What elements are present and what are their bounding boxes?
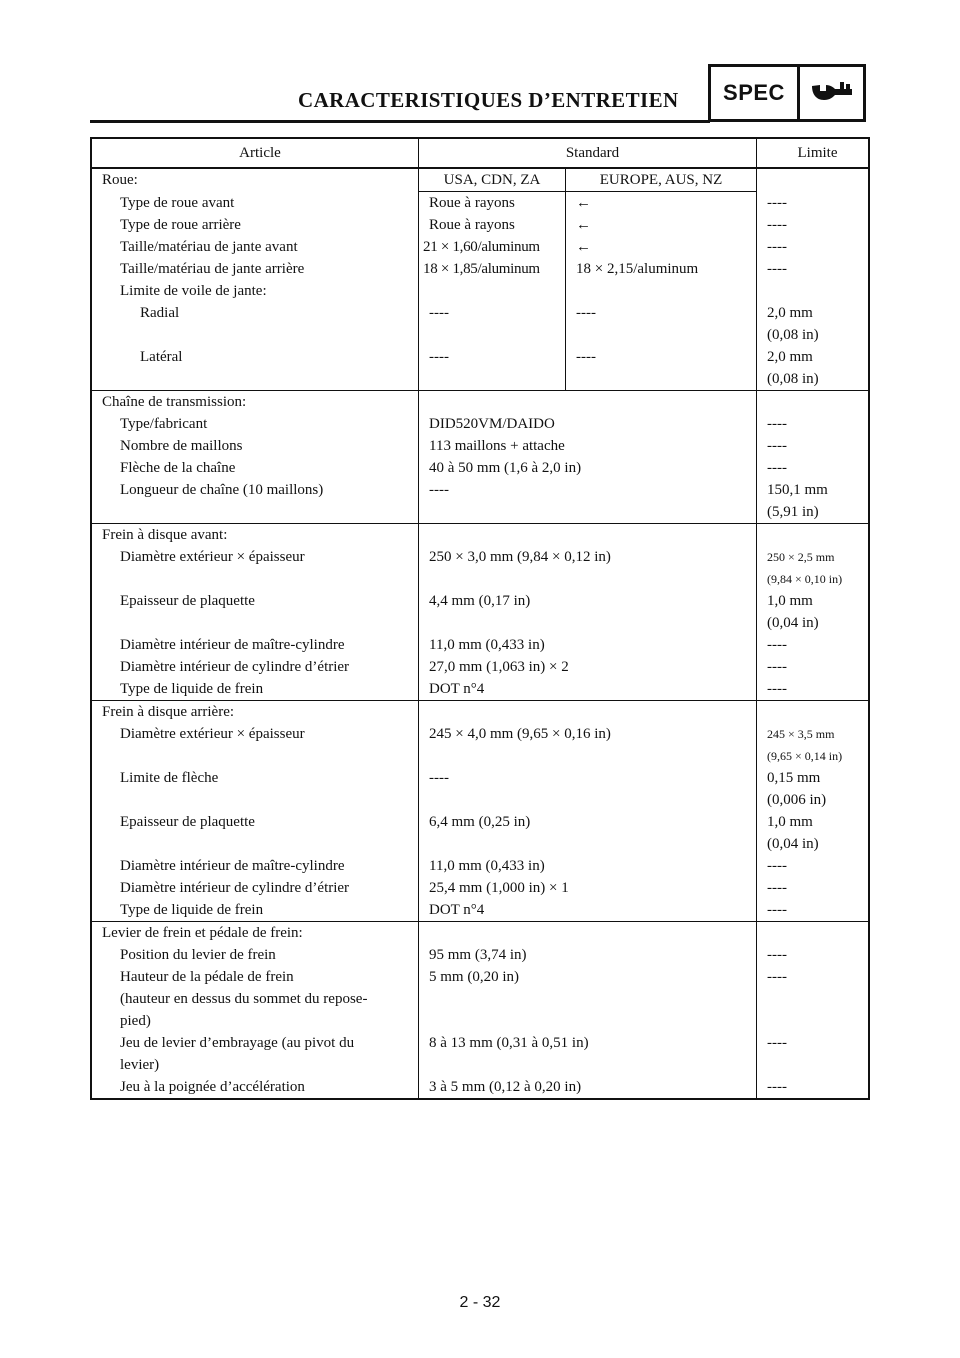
row-item: Epaisseur de plaquette: [120, 814, 255, 830]
table-row: [91, 457, 869, 479]
row-item: Type de liquide de frein: [120, 902, 264, 918]
row-value: 27,0 mm (1,063 in) × 2: [419, 656, 757, 678]
row-value: 40 à 50 mm (1,6 à 2,0 in): [419, 457, 757, 479]
row-value: 4,4 mm (0,17 in): [419, 590, 757, 634]
row-item: Epaisseur de plaquette: [120, 593, 255, 609]
table-row: [91, 922, 869, 945]
region-europe: EUROPE, AUS, NZ: [566, 168, 757, 192]
row-item: Jeu à la poignée d’accélération: [120, 1079, 305, 1095]
section-label-chain: Chaîne de transmission:: [91, 391, 419, 414]
row-item: Nombre de maillons: [120, 438, 243, 454]
table-row: [91, 214, 869, 236]
row-item: Diamètre intérieur de cylindre d’étrier: [120, 659, 350, 675]
row-item: Type/fabricant: [120, 416, 208, 432]
table-row: [91, 678, 869, 701]
row-value: DOT n°4: [419, 899, 757, 922]
row-item: Type de liquide de frein: [120, 681, 264, 697]
row-value: 95 mm (3,74 in): [419, 944, 757, 966]
row-item: Diamètre extérieur × épaisseur: [120, 549, 305, 565]
row-limit: 1,0 mm (0,04 in): [757, 590, 870, 634]
row-limit: ----: [757, 457, 870, 479]
row-value: DID520VM/DAIDO: [419, 413, 757, 435]
row-item: Taille/matériau de jante avant: [120, 239, 298, 255]
table-row: [91, 767, 869, 811]
table-row: [91, 656, 869, 678]
row-item: Diamètre extérieur × épaisseur: [120, 726, 305, 742]
table-row: [91, 701, 869, 724]
table-row: [91, 944, 869, 966]
row-limit: ----: [757, 214, 870, 236]
table-row: [91, 435, 869, 457]
table-row: [91, 258, 869, 280]
row-limit: 1,0 mm (0,04 in): [757, 811, 870, 855]
row-value: 18 × 2,15/aluminum: [566, 258, 757, 280]
column-header-standard: Standard: [419, 138, 757, 168]
row-limit: ----: [757, 899, 870, 922]
row-value: 21 × 1,60/aluminum: [419, 236, 566, 258]
row-value: DOT n°4: [419, 678, 757, 701]
table-row: [91, 524, 869, 547]
row-limit: ----: [757, 258, 870, 280]
table-row: [91, 966, 869, 1032]
row-item: Latéral: [140, 349, 183, 365]
row-value: ----: [419, 346, 566, 391]
row-value: ←: [566, 214, 757, 236]
row-limit: ----: [757, 435, 870, 457]
row-value: 250 × 3,0 mm (9,84 × 0,12 in): [419, 546, 757, 590]
row-value: 18 × 1,85/aluminum: [419, 258, 566, 280]
row-item: Flèche de la chaîne: [120, 460, 236, 476]
table-row: [91, 590, 869, 634]
row-value: 245 × 4,0 mm (9,65 × 0,16 in): [419, 723, 757, 767]
row-item: Longueur de chaîne (10 maillons): [120, 482, 324, 498]
row-value: 5 mm (0,20 in): [419, 966, 757, 1032]
table-row: [91, 1032, 869, 1076]
page-number: 2 - 32: [459, 1294, 501, 1311]
section-label-front-brake: Frein à disque avant:: [91, 524, 419, 547]
page-title: CARACTERISTIQUES D’ENTRETIEN: [298, 88, 679, 112]
row-limit: ----: [757, 656, 870, 678]
row-limit: 2,0 mm (0,08 in): [757, 346, 870, 391]
row-limit: ----: [757, 1032, 870, 1076]
row-item: Diamètre intérieur de maître-cylindre: [120, 858, 345, 874]
table-row: [91, 302, 869, 346]
table-row: [91, 1076, 869, 1099]
row-limit: 2,0 mm (0,08 in): [757, 302, 870, 346]
row-value: 8 à 13 mm (0,31 à 0,51 in): [419, 1032, 757, 1076]
row-limit: 250 × 2,5 mm (9,84 × 0,10 in): [757, 546, 870, 590]
table-row: [91, 723, 869, 767]
row-item: Position du levier de frein: [120, 947, 276, 963]
header-rule: [90, 120, 710, 123]
column-header-article: Article: [91, 138, 419, 168]
row-limit: 245 × 3,5 mm (9,65 × 0,14 in): [757, 723, 870, 767]
table-row: [91, 634, 869, 656]
table-row: [91, 280, 869, 302]
row-limit: ----: [757, 877, 870, 899]
row-limit: ----: [757, 236, 870, 258]
row-limit: ----: [757, 634, 870, 656]
table-row: [91, 413, 869, 435]
row-item: Jeu de levier d’embrayage (au pivot du levier): [120, 1035, 355, 1073]
table-row: [91, 391, 869, 414]
row-item: Taille/matériau de jante arrière: [120, 261, 305, 277]
table-row: [91, 479, 869, 524]
row-value: 25,4 mm (1,000 in) × 1: [419, 877, 757, 899]
table-row: [91, 811, 869, 855]
row-item: Type de roue avant: [120, 194, 235, 211]
spec-label: SPEC: [711, 67, 800, 119]
row-item: Type de roue arrière: [120, 217, 241, 233]
row-value: Roue à rayons: [419, 192, 566, 215]
row-value: 6,4 mm (0,25 in): [419, 811, 757, 855]
row-limit: ----: [757, 413, 870, 435]
row-item: Hauteur de la pédale de frein (hauteur en dessus du sommet du repose- pied): [120, 969, 368, 1029]
section-label-levers: Levier de frein et pédale de frein:: [91, 922, 419, 945]
table-row: [91, 855, 869, 877]
table-row: [91, 192, 869, 215]
wrench-icon: [800, 67, 863, 119]
row-value: ----: [566, 302, 757, 346]
row-value: ----: [566, 346, 757, 391]
row-limit: 0,15 mm (0,006 in): [757, 767, 870, 811]
spec-badge: [708, 64, 866, 122]
row-item: Radial: [140, 305, 180, 321]
row-value: ←: [566, 192, 757, 215]
row-limit: ----: [757, 678, 870, 701]
table-row: [91, 546, 869, 590]
table-row: [91, 236, 869, 258]
row-item: Limite de flèche: [120, 770, 219, 786]
row-limit: ----: [757, 192, 870, 215]
row-value: ----: [419, 302, 566, 346]
row-value: 3 à 5 mm (0,12 à 0,20 in): [419, 1076, 757, 1099]
row-limit: ----: [757, 944, 870, 966]
column-header-limit: Limite: [757, 138, 870, 168]
table-row: [91, 877, 869, 899]
row-item: Diamètre intérieur de maître-cylindre: [120, 637, 345, 653]
maintenance-spec-table: [90, 137, 870, 1100]
table-row: [91, 168, 869, 192]
row-limit: 150,1 mm (5,91 in): [757, 479, 870, 524]
section-label-roue: Roue:: [102, 172, 138, 188]
row-value: ←: [566, 236, 757, 258]
row-limit: ----: [757, 1076, 870, 1099]
row-item: Diamètre intérieur de cylindre d’étrier: [120, 880, 350, 896]
row-value: 113 maillons + attache: [419, 435, 757, 457]
section-label-rear-brake: Frein à disque arrière:: [91, 701, 419, 724]
table-row: [91, 899, 869, 922]
region-usa: USA, CDN, ZA: [419, 168, 566, 192]
row-limit: ----: [757, 966, 870, 1032]
row-value: 11,0 mm (0,433 in): [419, 634, 757, 656]
row-value: ----: [419, 767, 757, 811]
row-item: Limite de voile de jante:: [120, 283, 267, 299]
table-row: [91, 346, 869, 391]
row-limit: ----: [757, 855, 870, 877]
table-header-row: [91, 138, 869, 168]
row-value: ----: [419, 479, 757, 524]
row-value: Roue à rayons: [419, 214, 566, 236]
row-value: 11,0 mm (0,433 in): [419, 855, 757, 877]
